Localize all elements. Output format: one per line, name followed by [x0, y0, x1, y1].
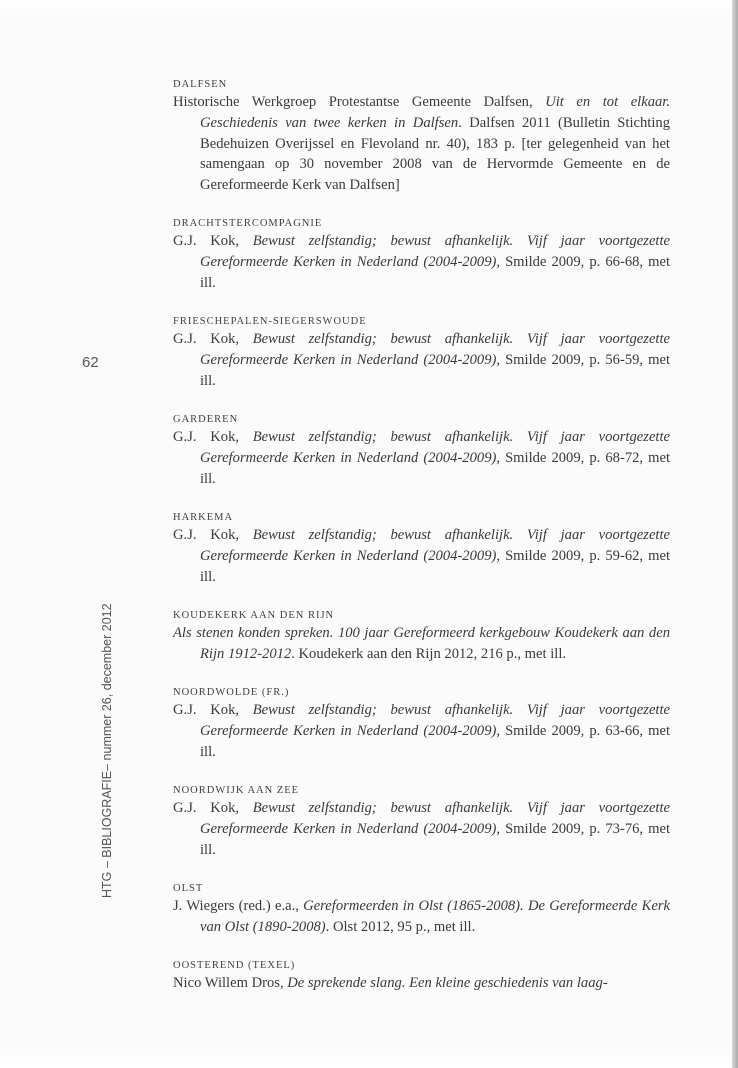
- running-head: HTG – BIBLIOGRAFIE– nummer 26, december 2012: [100, 603, 114, 898]
- bibliography-entry-harkema: [173, 511, 670, 587]
- entry-author: G.J. Kok,: [173, 527, 253, 544]
- entry-details: . Olst 2012, 95 p., met ill.: [325, 918, 476, 935]
- entry-reference: [173, 798, 670, 860]
- entry-author: Historische Werkgroep Protestantse Gemeente Dalfsen,: [173, 94, 546, 110]
- entry-title: Als stenen konden spreken. 100 jaar Gereformeerd kerkgebouw Koudekerk aan den Rijn 1912-2012: [173, 625, 670, 662]
- entry-place: DALFSEN: [173, 79, 228, 90]
- entry-title: Bewust zelfstandig; bewust afhankelijk. Vijf jaar voortgezette Gereformeerde Kerken in Nederland (2004-2009): [200, 702, 671, 739]
- entry-details: . Koudekerk aan den Rijn 2012, 216 p., met ill.: [291, 645, 567, 662]
- bibliography-entry-koudekerk: [173, 609, 670, 665]
- entry-author: Nico Willem Dros,: [173, 975, 288, 992]
- entry-reference: [173, 427, 670, 489]
- entry-place: FRIESCHEPALEN-SIEGERSWOUDE: [173, 316, 367, 328]
- entry-title: Uit en tot elkaar. Geschiedenis van twee kerken in Dalfsen: [200, 94, 671, 131]
- entry-author: G.J. Kok,: [173, 702, 253, 719]
- entry-title: De sprekende slang. Een kleine geschiedenis van laag-: [287, 975, 608, 992]
- entry-details: , Smilde 2009, p. 59-62, met ill.: [200, 547, 670, 585]
- entry-title: Gereformeerden in Olst (1865-2008). De Gereformeerde Kerk van Olst (1890-2008): [200, 897, 670, 935]
- entry-author: G.J. Kok,: [173, 429, 253, 446]
- entry-reference: [173, 896, 670, 938]
- bibliography-entry-garderen: [173, 413, 670, 489]
- bibliography-entry-noordwijk: [173, 784, 670, 860]
- entry-reference: [173, 700, 670, 762]
- entry-place: HARKEMA: [173, 512, 234, 524]
- entry-details: , Smilde 2009, p. 66-68, met ill.: [200, 254, 670, 292]
- page-number: 62: [82, 354, 99, 371]
- entry-title: Bewust zelfstandig; bewust afhankelijk. Vijf jaar voortgezette Gereformeerde Kerken in Nederland (2004-2009): [200, 233, 671, 271]
- entry-title: Bewust zelfstandig; bewust afhankelijk. Vijf jaar voortgezette Gereformeerde Kerken in Nederland (2004-2009): [200, 800, 671, 837]
- entry-place: OLST: [173, 882, 204, 894]
- entry-reference: [173, 623, 670, 665]
- entry-author: J. Wiegers (red.) e.a.,: [173, 897, 304, 914]
- entry-place: KOUDEKERK AAN DEN RIJN: [173, 610, 335, 622]
- entry-title: Bewust zelfstandig; bewust afhankelijk. Vijf jaar voortgezette Gereformeerde Kerken in Nederland (2004-2009): [200, 527, 671, 564]
- bibliography-entry-noordwolde: [173, 686, 670, 762]
- entry-details: , Smilde 2009, p. 63-66, met ill.: [200, 722, 670, 760]
- entry-author: G.J. Kok,: [173, 800, 253, 817]
- entry-reference: [173, 525, 670, 587]
- entry-details: , Smilde 2009, p. 68-72, met ill.: [200, 450, 670, 487]
- entry-reference: [173, 329, 670, 391]
- entry-details: , Smilde 2009, p. 73-76, met ill.: [200, 820, 670, 858]
- bibliography-entry-oosterend: [173, 959, 670, 994]
- bibliography-entry-dalfsen: [173, 78, 670, 196]
- entry-author: G.J. Kok,: [173, 233, 253, 250]
- bibliography-entry-frieschepalen: [173, 315, 670, 391]
- entry-details: , Smilde 2009, p. 56-59, met ill.: [200, 352, 670, 389]
- bibliography-entry-drachtstercompagnie: [173, 217, 670, 293]
- entry-title: Bewust zelfstandig; bewust afhankelijk. Vijf jaar voortgezette Gereformeerde Kerken in Nederland (2004-2009): [200, 331, 671, 369]
- entry-details: . Dalfsen 2011 (Bulletin Stichting Bedehuizen Overijssel en Flevoland nr. 40), 183 p. [ter gelegenheid van het samengaan op 30 november 2008 van de Hervormde Gemeente en de Gereformeerde Kerk van Dalfsen]: [200, 114, 671, 194]
- entry-author: G.J. Kok,: [173, 331, 253, 348]
- entry-reference: [173, 92, 670, 196]
- entry-reference: [173, 231, 670, 293]
- bibliography-entry-olst: [173, 882, 670, 938]
- entry-place: DRACHTSTERCOMPAGNIE: [173, 218, 323, 230]
- entry-reference: [173, 973, 670, 994]
- entry-place: GARDEREN: [173, 414, 239, 426]
- entry-title: Bewust zelfstandig; bewust afhankelijk. Vijf jaar voortgezette Gereformeerde Kerken in Nederland (2004-2009): [200, 429, 671, 467]
- entry-place: OOSTEREND (TEXEL): [173, 960, 296, 972]
- entry-place: NOORDWOLDE (FR.): [173, 687, 290, 699]
- entry-place: NOORDWIJK AAN ZEE: [173, 785, 300, 797]
- bibliography-list: [173, 78, 670, 1015]
- page-edge: [732, 0, 738, 1068]
